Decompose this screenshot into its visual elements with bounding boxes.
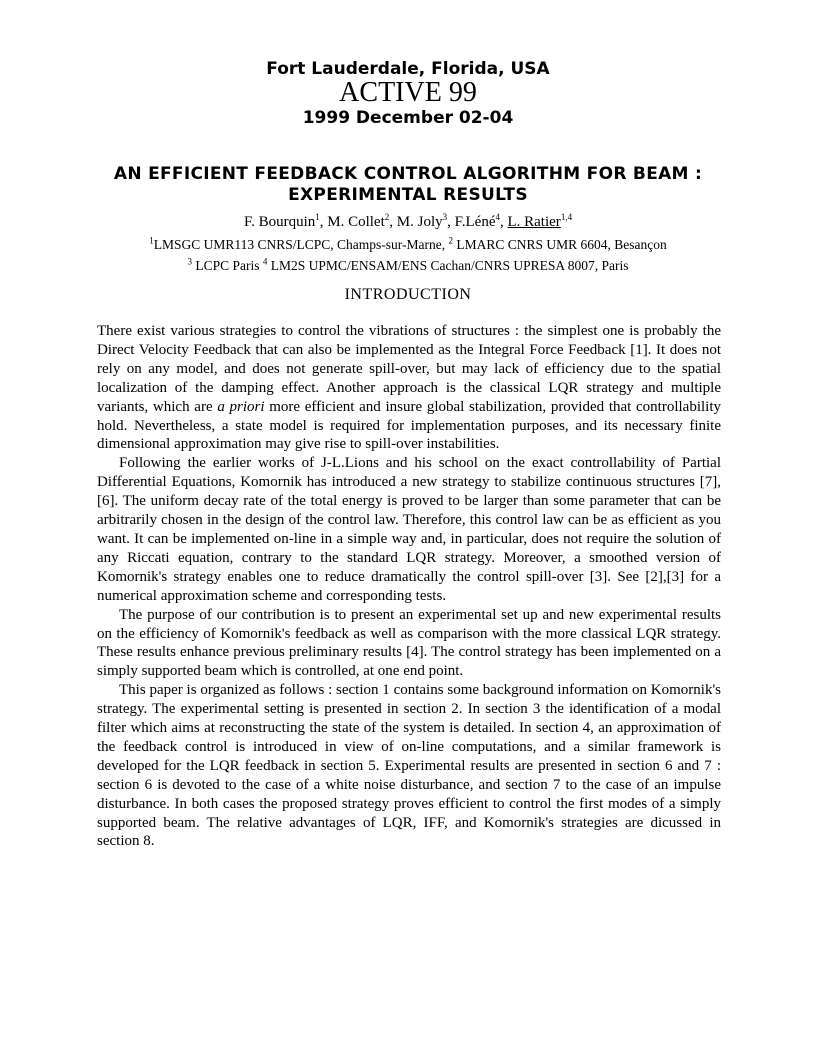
- affiliation-line-1: $^1$LMSGC UMR113 CNRS/LCPC, Champs-sur-Marne, $^2$ LMARC CNRS UMR 6604, Besançon: [149, 235, 667, 252]
- author: F.Léné$^4$,: [454, 212, 508, 230]
- conference-location: Fort Lauderdale, Florida, USA: [266, 59, 550, 79]
- author: M. Collet$^2$,: [327, 212, 397, 230]
- paper-title-line-1: AN EFFICIENT FEEDBACK CONTROL ALGORITHM FOR BEAM :: [113, 164, 703, 184]
- author-corresponding: L. Ratier$^{1,4}$: [507, 212, 573, 230]
- affiliation-line-2: $^3$ LCPC Paris $^4$ LM2S UPMC/ENSAM/ENS Cachan/CNRS UPRESA 8007, Paris: [187, 256, 629, 273]
- section-heading-introduction: INTRODUCTION: [344, 286, 472, 303]
- author: F. Bourquin$^1$,: [243, 212, 328, 230]
- paragraph: The purpose of our contribution is to present an experimental set up and new experimental results on the efficiency of Komornik's feedback as well as comparison with the more classical LQR strategy. These results enhance previous preliminary results [4]. The control strategy has been implemented on a simply supported beam which is controlled, at one end point.: [97, 606, 721, 680]
- introduction-body: [97, 322, 721, 851]
- paragraph: Following the earlier works of J-L.Lions and his school on the exact controllability of Partial Differential Equations, Komornik has introduced a new strategy to stabilize continuous structures [7],[6]. The uniform decay rate of the total energy is proved to be larger than some parameter that can be arbitrarily chosen in the design of the control law. Therefore, this control law can be as efficient as you want. It can be implemented on-line in a simple way and, in particular, does not require the solution of any Riccati equation, contrary to the standard LQR strategy. Moreover, a smoothed version of Komornik's strategy enables one to reduce dramatically the control spill-over [3]. See [2],[3] for a numerical approximation scheme and corresponding tests.: [97, 455, 721, 604]
- paragraph: This paper is organized as follows : section 1 contains some background information on Komornik's strategy. The experimental setting is presented in section 2. In section 3 the identification of a modal filter which aims at reconstructing the state of the system is detailed. In section 4, an approximation of the feedback control is introduced in view of on-line computations, and a similar framework is developed for the LQR feedback in section 5. Experimental results are presented in section 6 and 7 : section 6 is devoted to the case of a white noise disturbance, and section 7 to the case of an impulse disturbance. In both cases the proposed strategy proves efficient to control the first modes of a simply supported beam. The relative advantages of LQR, IFF, and Komornik's strategies are dicussed in section 8.: [97, 682, 721, 850]
- conference-dates: 1999 December 02-04: [302, 108, 514, 128]
- author: M. Joly$^3$,: [396, 212, 455, 230]
- author-list: [0, 213, 816, 231]
- paragraph: There exist various strategies to control the vibrations of structures : the simplest one is probably the Direct Velocity Feedback that can also be implemented as the Integral Force Feedback [1]. It does not rely on any model, and does not generate spill-over, but may lack of efficiency due to the spatial localization of the damping effect. Another approach is the classical LQR strategy and multiple variants, which are a priori more efficient and insure global stabilization, provided that controllability hold. Nevertheless, a state model is required for implementation purposes, and its necessary finite dimensional approximation may give rise to spill-over instabilities.: [97, 323, 722, 453]
- conference-name: ACTIVE 99: [339, 77, 477, 108]
- paper-title: [60, 164, 756, 206]
- paper-title-line-2: EXPERIMENTAL RESULTS: [288, 185, 528, 205]
